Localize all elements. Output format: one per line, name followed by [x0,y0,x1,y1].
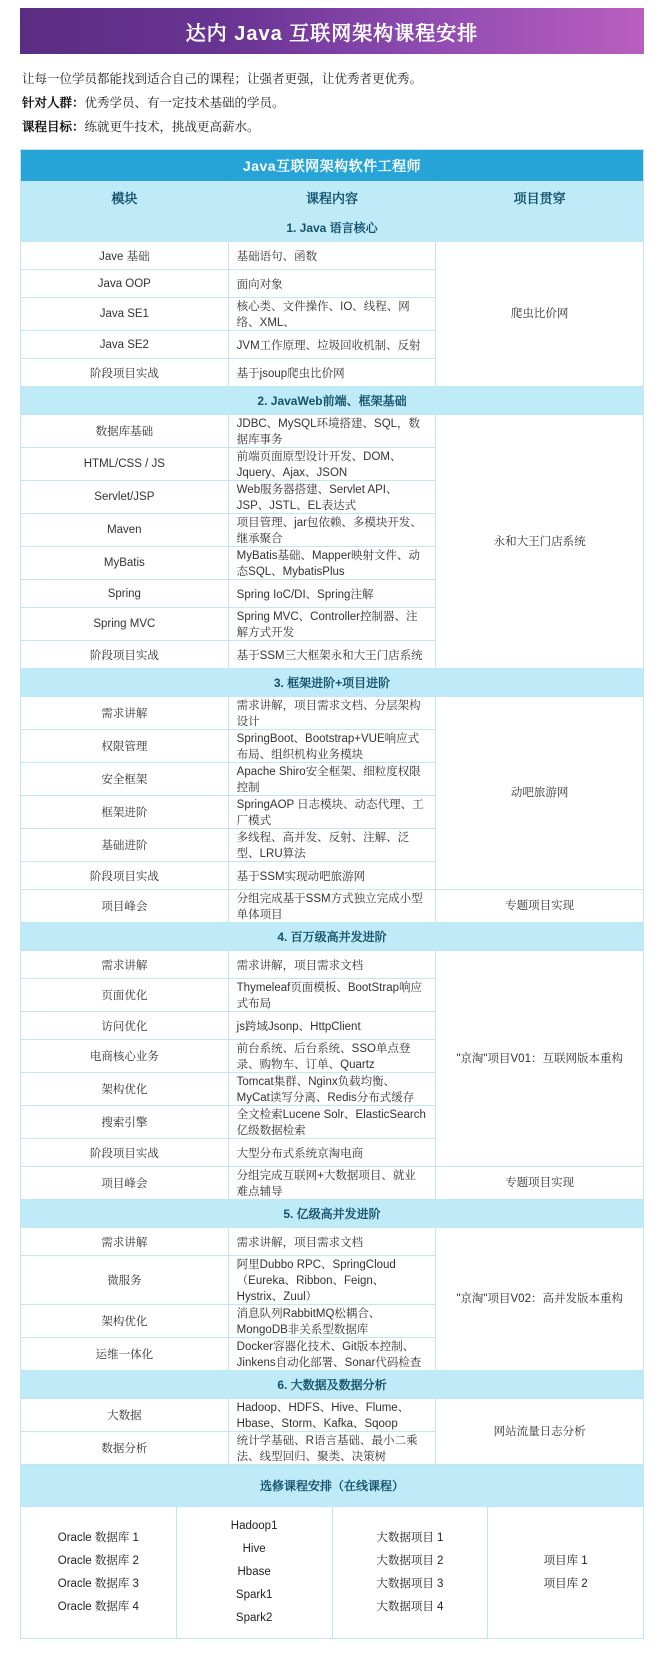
elective-item: Oracle 数据库 1 [57,1531,139,1544]
row-content: Web服务器搭建、Servlet API、JSP、JSTL、EL表达式 [228,481,436,514]
row-project: 动吧旅游网 [436,697,644,890]
elective-title-row [21,1466,644,1507]
elective-item: Oracle 数据库 3 [57,1577,139,1590]
row-content: 面向对象 [228,270,436,298]
table-row [21,1399,644,1432]
row-module: 访问优化 [21,1012,229,1040]
intro-line-2 [22,92,642,116]
section-header-row [21,669,644,697]
table-row [21,242,644,270]
row-content: 需求讲解，项目需求文档 [228,951,436,979]
row-module: 阶段项目实战 [21,359,229,387]
elective-item: Spark2 [235,1612,273,1625]
elective-column [488,1507,644,1639]
row-content: 核心类、文件操作、IO、线程、网络、XML、 [228,298,436,331]
row-module: Maven [21,514,229,547]
row-module: 项目峰会 [21,1167,229,1200]
row-module: 基础进阶 [21,829,229,862]
row-module: 项目峰会 [21,890,229,923]
intro-line-2-label: 针对人群： [22,95,85,110]
elective-item: 大数据项目 4 [376,1600,444,1613]
row-module: 需求讲解 [21,1228,229,1256]
elective-table [20,1465,644,1639]
elective-item: 大数据项目 3 [376,1577,444,1590]
row-module: 权限管理 [21,730,229,763]
elective-item: Hive [242,1543,266,1556]
elective-column [176,1507,332,1639]
section-title: 6. 大数据及数据分析 [21,1371,644,1399]
row-module: 电商核心业务 [21,1040,229,1073]
row-content: 基于SSM三大框架永和大王门店系统 [228,641,436,669]
row-content: 基于jsoup爬虫比价网 [228,359,436,387]
row-content: 基础语句、函数 [228,242,436,270]
elective-title: 选修课程安排（在线课程） [21,1466,644,1507]
row-content: Apache Shiro安全框架、细粒度权限控制 [228,763,436,796]
row-content: 前端页面原型设计开发、DOM、Jquery、Ajax、JSON [228,448,436,481]
row-content: 统计学基础、R语言基础、最小二乘法、线型回归、聚类、决策树 [228,1432,436,1465]
row-content: 分组完成互联网+大数据项目、就业难点辅导 [228,1167,436,1200]
row-project: "京淘"项目V02：高并发版本重构 [436,1228,644,1371]
header-project: 项目贯穿 [436,182,644,214]
section-header-row [21,923,644,951]
row-content: Spring MVC、Controller控制器、注解方式开发 [228,608,436,641]
row-module: 架构优化 [21,1073,229,1106]
row-content: 项目管理、jar包依赖、多模块开发、继承聚合 [228,514,436,547]
section-title: 2. JavaWeb前端、框架基础 [21,387,644,415]
table-row [21,1228,644,1256]
row-project: "京淘"项目V01：互联网版本重构 [436,951,644,1167]
row-content: 多线程、高并发、反射、注解、泛型、LRU算法 [228,829,436,862]
row-content: js跨域Jsonp、HttpClient [228,1012,436,1040]
row-module: Java SE1 [21,298,229,331]
row-project: 爬虫比价网 [436,242,644,387]
row-module: 数据分析 [21,1432,229,1465]
elective-item: 项目库 2 [543,1577,588,1590]
page-banner [20,8,644,54]
row-content: JDBC、MySQL环境搭建、SQL，数据库事务 [228,415,436,448]
elective-column [21,1507,177,1639]
row-module: 阶段项目实战 [21,641,229,669]
table-title: Java互联网架构软件工程师 [21,150,644,182]
intro-line-1: 让每一位学员都能找到适合自己的课程；让强者更强，让优秀者更优秀。 [22,72,423,86]
row-module: Spring MVC [21,608,229,641]
course-table [20,149,644,1465]
row-content: 前台系统、后台系统、SSO单点登录、购物车、订单、Quartz [228,1040,436,1073]
table-row [21,415,644,448]
table-row [21,951,644,979]
table-row [21,697,644,730]
row-module: 阶段项目实战 [21,1139,229,1167]
elective-item: 项目库 1 [543,1554,588,1567]
row-module: HTML/CSS / JS [21,448,229,481]
section-title: 3. 框架进阶+项目进阶 [21,669,644,697]
section-title: 4. 百万级高并发进阶 [21,923,644,951]
elective-row [21,1507,644,1639]
row-content: 需求讲解，项目需求文档、分层架构设计 [228,697,436,730]
row-content: 基于SSM实现动吧旅游网 [228,862,436,890]
elective-item: 大数据项目 1 [376,1531,444,1544]
elective-item: Oracle 数据库 4 [57,1600,139,1613]
row-module: MyBatis [21,547,229,580]
table-header-row [21,182,644,214]
section-title: 5. 亿级高并发进阶 [21,1200,644,1228]
row-content: 分组完成基于SSM方式独立完成小型单体项目 [228,890,436,923]
row-project: 专题项目实现 [436,890,644,923]
section-header-row [21,1200,644,1228]
row-module: 架构优化 [21,1305,229,1338]
row-content: MyBatis基础、Mapper映射文件、动态SQL、MybatisPlus [228,547,436,580]
row-content: SpringBoot、Bootstrap+VUE响应式布局、组织机构业务模块 [228,730,436,763]
section-header-row [21,387,644,415]
row-content: 阿里Dubbo RPC、SpringCloud（Eureka、Ribbon、Feign、Hystrix、Zuul） [228,1256,436,1305]
section-header-row [21,1371,644,1399]
row-module: Java OOP [21,270,229,298]
row-project: 专题项目实现 [436,1167,644,1200]
intro-block [20,54,644,149]
row-project: 网站流量日志分析 [436,1399,644,1465]
table-row [21,890,644,923]
header-content: 课程内容 [228,182,436,214]
elective-item: Hadoop1 [230,1520,278,1533]
row-module: Java SE2 [21,331,229,359]
header-module: 模块 [21,182,229,214]
row-module: 安全框架 [21,763,229,796]
row-module: 需求讲解 [21,951,229,979]
intro-line-2-text: 优秀学员、有一定技术基础的学员。 [84,95,285,110]
row-content: JVM工作原理、垃圾回收机制、反射 [228,331,436,359]
page-title: 达内 Java 互联网架构课程安排 [185,22,479,45]
row-content: Docker容器化技术、Git版本控制、Jinkens自动化部署、Sonar代码检查 [228,1338,436,1371]
course-schedule-page [0,8,664,1649]
elective-column [332,1507,488,1639]
intro-line-3-text: 练就更牛技术，挑战更高薪水。 [84,119,260,134]
elective-item: Spark1 [235,1589,273,1602]
row-module: 大数据 [21,1399,229,1432]
row-module: 数据库基础 [21,415,229,448]
row-content: Thymeleaf页面模板、BootStrap响应式布局 [228,979,436,1012]
row-module: 需求讲解 [21,697,229,730]
section-header-row [21,214,644,242]
row-module: Jave 基础 [21,242,229,270]
section-title: 1. Java 语言核心 [21,214,644,242]
row-content: SpringAOP 日志模块、动态代理、工厂模式 [228,796,436,829]
row-content: Hadoop、HDFS、Hive、Flume、Hbase、Storm、Kafka、Sqoop [228,1399,436,1432]
intro-line-3 [22,116,642,140]
row-module: 搜索引擎 [21,1106,229,1139]
row-module: Spring [21,580,229,608]
row-module: 运维一体化 [21,1338,229,1371]
elective-item: Oracle 数据库 2 [57,1554,139,1567]
row-content: 需求讲解，项目需求文档 [228,1228,436,1256]
elective-item: Hbase [237,1566,271,1579]
row-content: Tomcat集群、Nginx负载均衡、MyCat读写分离、Redis分布式缓存 [228,1073,436,1106]
table-row [21,1167,644,1200]
row-content: 消息队列RabbitMQ松耦合、MongoDB非关系型数据库 [228,1305,436,1338]
row-module: 框架进阶 [21,796,229,829]
table-title-row [21,150,644,182]
row-module: 页面优化 [21,979,229,1012]
row-project: 永和大王门店系统 [436,415,644,669]
elective-item: 大数据项目 2 [376,1554,444,1567]
row-module: 微服务 [21,1256,229,1305]
row-content: 大型分布式系统京淘电商 [228,1139,436,1167]
row-module: Servlet/JSP [21,481,229,514]
row-module: 阶段项目实战 [21,862,229,890]
intro-line-3-label: 课程目标： [22,119,85,134]
row-content: 全文检索Lucene Solr、ElasticSearch亿级数据检索 [228,1106,436,1139]
row-content: Spring IoC/DI、Spring注解 [228,580,436,608]
